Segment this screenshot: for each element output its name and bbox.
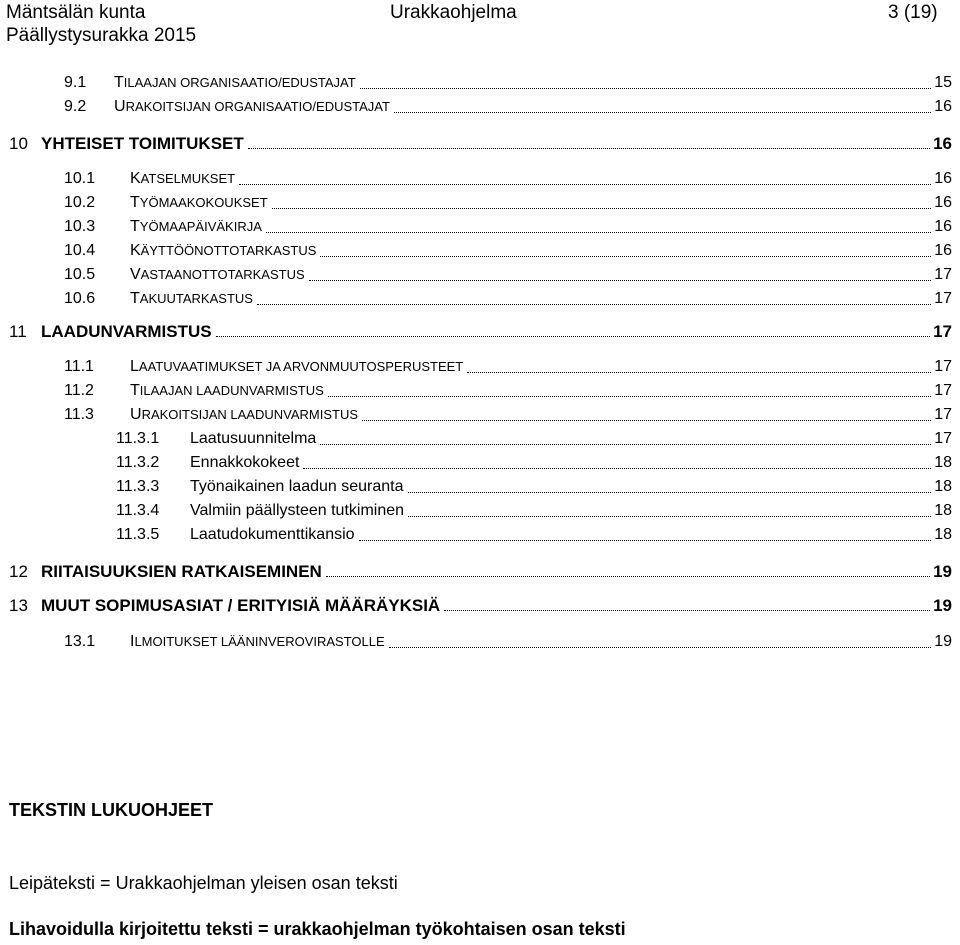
toc-page: 19 (933, 562, 952, 581)
toc-number: 10.3 (64, 218, 96, 235)
toc-entry-10-3[interactable] (64, 218, 952, 242)
toc-leader (328, 382, 931, 397)
toc-title: VASTAANOTTOTARKASTUS (130, 266, 305, 283)
toc-leader (394, 98, 931, 113)
toc-leader (467, 358, 931, 373)
toc-title: Ennakkokokeet (190, 454, 300, 471)
toc-entry-10-5[interactable] (64, 266, 952, 290)
toc-entry-11-3-2[interactable] (116, 454, 952, 478)
toc-page: 19 (934, 633, 952, 650)
header-left-line2: Päällystysurakka 2015 (6, 25, 197, 46)
toc-page: 18 (934, 478, 952, 495)
toc-leader (389, 633, 932, 648)
toc-page: 16 (934, 194, 952, 211)
toc-leader (444, 596, 930, 611)
toc-entry-13[interactable] (9, 596, 952, 620)
toc-leader (359, 526, 932, 541)
toc-title: TAKUUTARKASTUS (130, 290, 253, 307)
toc-page: 17 (934, 358, 952, 375)
toc-leader (408, 502, 931, 517)
toc-number: 9.1 (64, 74, 87, 91)
toc-title: KÄYTTÖÖNOTTOTARKASTUS (130, 242, 317, 259)
toc-entry-11-3-1[interactable] (116, 430, 952, 454)
toc-entry-11[interactable] (9, 322, 952, 346)
toc-number: 10 (9, 134, 28, 153)
toc-number: 11.3.4 (116, 502, 160, 519)
toc-title: ILMOITUKSET LÄÄNINVEROVIRASTOLLE (130, 633, 385, 650)
toc-number: 11.3 (64, 406, 94, 423)
toc-entry-11-3-5[interactable] (116, 526, 952, 550)
toc-title: YHTEISET TOIMITUKSET (41, 134, 244, 153)
toc-page: 17 (934, 406, 952, 423)
toc-page: 19 (933, 596, 952, 615)
header-center: Urakkaohjelma (390, 2, 517, 23)
toc-leader (272, 194, 932, 209)
toc-number: 11 (9, 322, 27, 341)
toc-entry-13-1[interactable] (64, 633, 952, 657)
toc-title: LAATUVAATIMUKSET JA ARVONMUUTOSPERUSTEET (130, 358, 464, 375)
toc-leader (239, 170, 931, 185)
toc-number: 9.2 (64, 98, 87, 115)
toc-title: TILAAJAN ORGANISAATIO/EDUSTAJAT (114, 74, 356, 91)
toc-leader (266, 218, 931, 233)
toc-leader (326, 562, 930, 577)
toc-number: 11.1 (64, 358, 94, 375)
header-left-line1: Mäntsälän kunta (6, 2, 146, 23)
reading-guide-plain-text: Leipäteksti = Urakkaohjelman yleisen osan teksti (9, 873, 398, 893)
toc-page: 18 (934, 526, 952, 543)
toc-title: Työnaikainen laadun seuranta (190, 478, 404, 495)
toc-entry-11-3[interactable] (64, 406, 952, 430)
toc-leader (216, 322, 930, 337)
toc-number: 10.6 (64, 290, 96, 307)
toc-entry-10-4[interactable] (64, 242, 952, 266)
toc-number: 13.1 (64, 633, 96, 650)
toc-number: 11.3.3 (116, 478, 160, 495)
reading-guide-bold-text: Lihavoidulla kirjoitettu teksti = urakkaohjelman työkohtaisen osan teksti (9, 919, 626, 939)
toc-page: 17 (934, 266, 952, 283)
toc-entry-10-6[interactable] (64, 290, 952, 314)
toc-entry-11-1[interactable] (64, 358, 952, 382)
toc-title: Laatudokumenttikansio (190, 526, 355, 543)
toc-title: MUUT SOPIMUSASIAT / ERITYISIÄ MÄÄRÄYKSIÄ (41, 596, 441, 615)
toc-title: Laatusuunnitelma (190, 430, 317, 447)
toc-number: 10.1 (64, 170, 96, 187)
toc-page: 18 (934, 454, 952, 471)
toc-title: TYÖMAAPÄIVÄKIRJA (130, 218, 262, 235)
toc-entry-11-3-3[interactable] (116, 478, 952, 502)
toc-leader (360, 74, 932, 89)
toc-leader (408, 478, 932, 493)
toc-number: 11.2 (64, 382, 94, 399)
toc-title: TILAAJAN LAADUNVARMISTUS (130, 382, 324, 399)
toc-number: 10.4 (64, 242, 96, 259)
toc-number: 11.3.2 (116, 454, 160, 471)
toc-page: 16 (934, 218, 952, 235)
toc-entry-10-1[interactable] (64, 170, 952, 194)
toc-number: 10.5 (64, 266, 96, 283)
reading-guide-heading: TEKSTIN LUKUOHJEET (9, 800, 214, 820)
toc-title: KATSELMUKSET (130, 170, 236, 187)
toc-title: URAKOITSIJAN LAADUNVARMISTUS (130, 406, 359, 423)
toc-page: 16 (934, 242, 952, 259)
toc-title: Valmiin päällysteen tutkiminen (190, 502, 405, 519)
toc-entry-12[interactable] (9, 562, 952, 586)
toc-entry-11-3-4[interactable] (116, 502, 952, 526)
toc-number: 12 (9, 562, 28, 581)
toc-page: 17 (934, 290, 952, 307)
toc-title: LAADUNVARMISTUS (41, 322, 212, 341)
toc-number: 11.3.5 (116, 526, 160, 543)
toc-number: 13 (9, 596, 28, 615)
toc-page: 16 (934, 98, 952, 115)
header-page-number: 3 (19) (888, 2, 938, 23)
toc-leader (320, 242, 931, 257)
toc-leader (248, 134, 930, 149)
toc-entry-11-2[interactable] (64, 382, 952, 406)
toc-page: 18 (934, 502, 952, 519)
toc-number: 10.2 (64, 194, 96, 211)
toc-page: 16 (933, 134, 952, 153)
toc-number: 11.3.1 (116, 430, 160, 447)
toc-entry-10-2[interactable] (64, 194, 952, 218)
toc-leader (303, 454, 931, 469)
toc-title: TYÖMAAKOKOUKSET (130, 194, 268, 211)
toc-page: 15 (934, 74, 952, 91)
toc-leader (362, 406, 931, 421)
toc-leader (309, 266, 932, 281)
toc-entry-9-1[interactable] (64, 74, 952, 98)
toc-leader (257, 290, 931, 305)
toc-entry-9-2[interactable] (64, 98, 952, 122)
toc-page: 17 (933, 322, 952, 341)
toc-page: 17 (934, 430, 952, 447)
toc-entry-10[interactable] (9, 134, 952, 158)
toc-title: URAKOITSIJAN ORGANISAATIO/EDUSTAJAT (114, 98, 390, 115)
toc-page: 16 (934, 170, 952, 187)
toc-title: RIITAISUUKSIEN RATKAISEMINEN (41, 562, 322, 581)
toc-leader (320, 430, 931, 445)
toc-page: 17 (934, 382, 952, 399)
